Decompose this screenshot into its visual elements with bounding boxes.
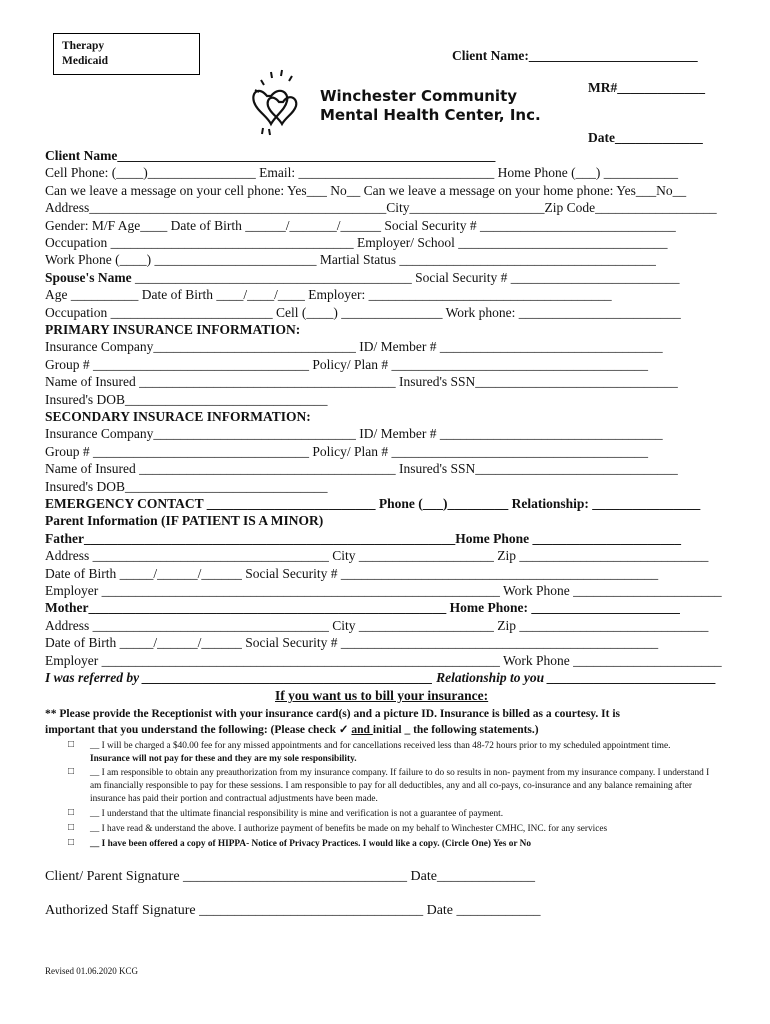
client-name-header-field[interactable]: Client Name:_________________________ bbox=[452, 48, 698, 63]
form-line[interactable]: SECONDARY INSURACE INFORMATION: bbox=[45, 409, 311, 424]
statement-body: __ I will be charged a $40.00 fee for any missed appointments and for cancellations received less than 48-72 hours prior to my scheduled appointment time. bbox=[90, 741, 671, 751]
form-line[interactable]: Mother_____________________________________________________ Home Phone: ______________________ bbox=[45, 600, 680, 616]
date-header-field[interactable]: Date_____________ bbox=[588, 130, 703, 145]
form-line[interactable]: Insurance Company______________________________ ID/ Member # _________________________________ bbox=[45, 426, 663, 442]
billing-heading: If you want us to bill your insurance: bbox=[275, 688, 489, 703]
form-line[interactable]: Parent Information (IF PATIENT IS A MINOR) bbox=[45, 513, 324, 529]
statement-checkbox[interactable]: □ bbox=[68, 822, 75, 833]
form-line[interactable]: Date of Birth _____/______/______ Social Security # _______________________________________________ bbox=[45, 635, 659, 651]
form-line[interactable]: PRIMARY INSURANCE INFORMATION: bbox=[45, 322, 301, 337]
org-name-line1: Winchester Community bbox=[320, 87, 518, 105]
form-line[interactable]: Gender: M/F Age____ Date of Birth ______/_______/______ Social Security # _____________________________ bbox=[45, 217, 676, 233]
statement-body: __ I am responsible to obtain any preauthorization from my insurance company. If failure to do so results in non- payment from my insurance company. I understand I am financially responsible to pay for these sessions. I am responsible to pay for all deductibles, any and all co-pays, co-insurance and any balance remaining after insurance has paid their portion and contractual adjustments have been made. bbox=[90, 768, 710, 804]
insurance-notice-line1: ** Please provide the Receptionist with your insurance card(s) and a picture ID. Insurance is billed as a courtesy. It is bbox=[45, 708, 621, 720]
statement-bold: __ I have been offered a copy of HIPPA- Notice of Privacy Practices. I would like a copy. (Circle One) Yes or No bbox=[90, 839, 532, 849]
form-line[interactable]: Insured's DOB______________________________ bbox=[45, 391, 328, 407]
spouse-name-label: Spouse's Name bbox=[45, 269, 132, 285]
statement-text bbox=[90, 767, 710, 806]
spouse-fields[interactable]: _________________________________________ Social Security # _________________________ bbox=[131, 269, 680, 285]
org-name-line2: Mental Health Center, Inc. bbox=[320, 106, 541, 124]
form-line[interactable]: EMERGENCY CONTACT _________________________ Phone (___)_________ Relationship: ________________ bbox=[45, 496, 701, 511]
form-line[interactable]: Father_______________________________________________________Home Phone ______________________ bbox=[45, 530, 681, 546]
form-line[interactable]: Employer ___________________________________________________________ Work Phone ______________________ bbox=[45, 652, 722, 668]
form-line[interactable]: Occupation ____________________________________ Employer/ School _______________________________ bbox=[45, 235, 668, 250]
form-line[interactable]: Address ___________________________________ City ____________________ Zip ____________________________ bbox=[45, 617, 709, 633]
form-line[interactable]: I was referred by ___________________________________________ Relationship to you _________________________ bbox=[45, 670, 717, 685]
form-line[interactable]: Occupation ________________________ Cell (____) _______________ Work phone: ________________________ bbox=[45, 304, 681, 320]
notice-text-a: important that you understand the following: (Please check ✓ bbox=[45, 724, 352, 736]
statement-text bbox=[90, 823, 710, 836]
form-line[interactable]: Insured's DOB______________________________ bbox=[45, 478, 328, 494]
form-line[interactable]: Address ___________________________________ City ____________________ Zip ____________________________ bbox=[45, 548, 709, 564]
form-line[interactable]: Employer ___________________________________________________________ Work Phone ______________________ bbox=[45, 583, 722, 598]
statement-checkbox[interactable]: □ bbox=[68, 766, 75, 777]
insurance-notice-line2 bbox=[45, 722, 539, 738]
form-line[interactable]: Group # ________________________________ Policy/ Plan # ______________________________________ bbox=[45, 356, 648, 372]
statement-checkbox[interactable]: □ bbox=[68, 807, 75, 818]
form-line[interactable]: Date of Birth _____/______/______ Social Security # _______________________________________________ bbox=[45, 565, 659, 581]
form-line[interactable]: Age __________ Date of Birth ____/____/____ Employer: ____________________________________ bbox=[45, 287, 612, 303]
mr-number-field[interactable]: MR#_____________ bbox=[588, 80, 705, 95]
statement-body: __ I have read & understand the above. I authorize payment of benefits be made on my behalf to Winchester CMHC, INC. for any services bbox=[90, 824, 608, 834]
statement-text bbox=[90, 838, 710, 851]
form-line[interactable]: Group # ________________________________ Policy/ Plan # ______________________________________ bbox=[45, 443, 648, 459]
statement-text bbox=[90, 808, 710, 821]
notice-text-and: and bbox=[351, 724, 373, 736]
staff-signature-line[interactable]: Authorized Staff Signature ________________________________ Date ____________ bbox=[45, 903, 541, 918]
revision-note: Revised 01.06.2020 KCG bbox=[45, 966, 138, 976]
program-medicaid-label: Medicaid bbox=[62, 55, 108, 67]
statement-checkbox[interactable]: □ bbox=[68, 837, 75, 848]
form-line[interactable] bbox=[45, 269, 680, 286]
form-line[interactable]: Name of Insured ______________________________________ Insured's SSN______________________________ bbox=[45, 461, 678, 477]
form-line[interactable]: Insurance Company______________________________ ID/ Member # _________________________________ bbox=[45, 339, 663, 355]
form-line[interactable]: Work Phone (____) ________________________ Martial Status ______________________________________ bbox=[45, 252, 656, 268]
statement-text bbox=[90, 740, 710, 766]
organization-name bbox=[320, 87, 541, 125]
program-therapy-label: Therapy bbox=[62, 40, 105, 52]
notice-text-c: initial _ the following statements.) bbox=[372, 724, 539, 736]
hearts-logo-icon bbox=[249, 66, 311, 138]
statement-checkbox[interactable]: □ bbox=[68, 739, 75, 750]
program-type-box bbox=[53, 33, 200, 75]
client-signature-line[interactable]: Client/ Parent Signature ________________________________ Date______________ bbox=[45, 869, 535, 884]
form-line[interactable]: Can we leave a message on your cell phone: Yes___ No__ Can we leave a message on your home phone: Yes___No__ bbox=[45, 182, 687, 198]
form-line[interactable]: Address____________________________________________City____________________Zip Code__________________ bbox=[45, 200, 717, 216]
statement-body: __ I understand that the ultimate financial responsibility is mine and verification is not a guarantee of payment. bbox=[90, 809, 504, 819]
form-line[interactable]: Cell Phone: (____)________________ Email: _____________________________ Home Phone (___) ___________ bbox=[45, 165, 678, 181]
form-line[interactable]: Client Name________________________________________________________ bbox=[45, 148, 496, 163]
statement-bold: Insurance will not pay for these and they are my sole responsibility. bbox=[90, 754, 357, 764]
form-line[interactable]: Name of Insured ______________________________________ Insured's SSN______________________________ bbox=[45, 374, 678, 390]
